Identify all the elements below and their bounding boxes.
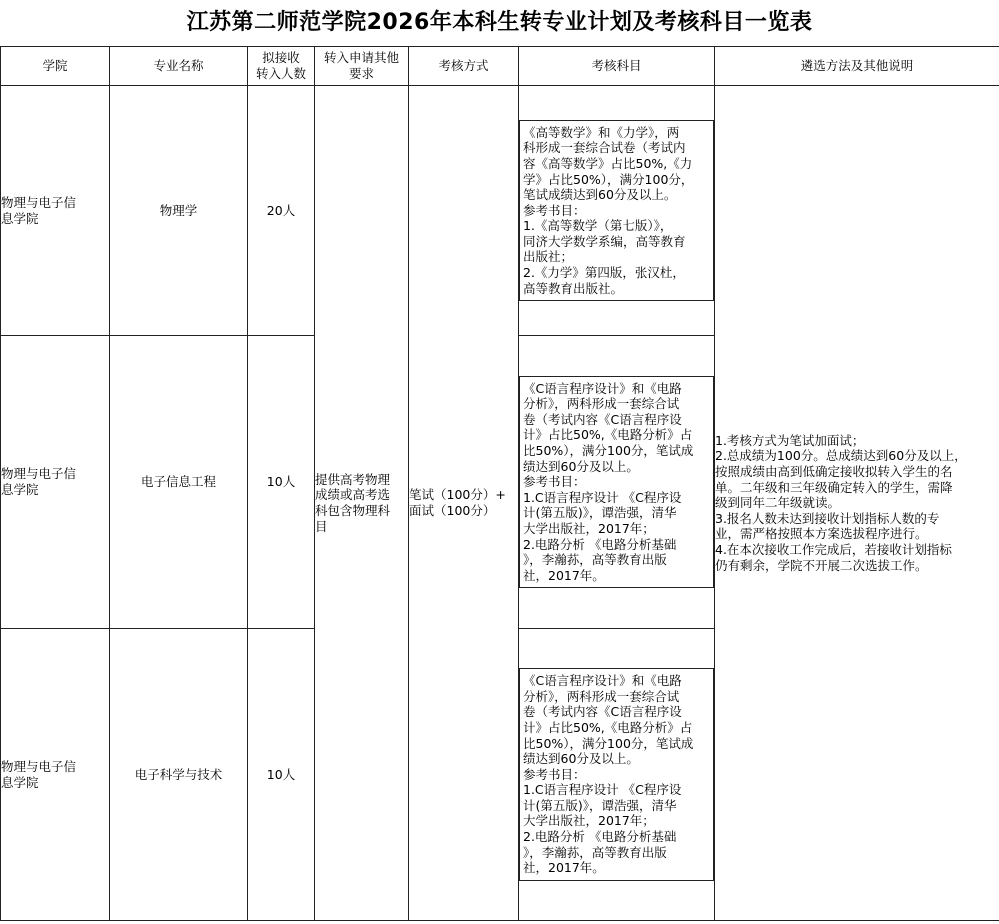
header-subjects: 考核科目 <box>519 47 715 86</box>
notes-cell: 1.考核方式为笔试加面试； 2.总成绩为100分。总成绩达到60分及以上， 按照成绩由高到低确定接收拟转入学生的名 单。二年级和三年级确定转入的学生，需降 级到同年二年级就读。 3.报名人数未达到接收计划指标人数的专 业，需严格按照本方案选拔程序进行。 4.在本次接收工作完成后，若接收计划指标 仍有剩余，学院不开展二次选拔工作。 <box>715 86 999 921</box>
college-cell: 物理与电子信 息学院 <box>1 629 110 921</box>
quota-cell: 10人 <box>248 336 315 629</box>
header-notes: 遴选方法及其他说明 <box>715 47 999 86</box>
subjects-text: 《C语言程序设计》和《电路 分析》，两科形成一套综合试 卷（考试内容《C语言程序设 计》占比50%,《电路分析》占 比50%），满分100分，笔试成 绩达到60分及以上。 参考书目： 1.C语言程序设计 《C程序设 计(第五版)》，谭浩强，清华 大学出版社，2017年； 2.电路分析 《电路分析基础 》，李瀚荪，高等教育出版 社，2017年。 <box>519 376 714 589</box>
major-cell: 电子信息工程 <box>110 336 248 629</box>
page-title: 江苏第二师范学院2026年本科生转专业计划及考核科目一览表 <box>186 10 813 35</box>
table-row <box>1 86 999 336</box>
quota-cell: 10人 <box>248 629 315 921</box>
header-method: 考核方式 <box>409 47 519 86</box>
subjects-cell <box>519 629 715 921</box>
quota-cell: 20人 <box>248 86 315 336</box>
college-cell: 物理与电子信 息学院 <box>1 336 110 629</box>
major-cell: 电子科学与技术 <box>110 629 248 921</box>
college-cell: 物理与电子信 息学院 <box>1 86 110 336</box>
subjects-cell <box>519 336 715 629</box>
header-college: 学院 <box>1 47 110 86</box>
header-quota: 拟接收 转入人数 <box>248 47 315 86</box>
header-major: 专业名称 <box>110 47 248 86</box>
method-cell: 笔试（100分）+ 面试（100分） <box>409 86 519 921</box>
subjects-text: 《C语言程序设计》和《电路 分析》，两科形成一套综合试 卷（考试内容《C语言程序设 计》占比50%,《电路分析》占 比50%），满分100分，笔试成 绩达到60分及以上。 参考书目： 1.C语言程序设计 《C程序设 计(第五版)》，谭浩强，清华 大学出版社，2017年； 2.电路分析 《电路分析基础 》，李瀚荪，高等教育出版 社，2017年。 <box>519 668 714 881</box>
subjects-text: 《高等数学》和《力学》，两 科形成一套综合试卷（考试内 容《高等数学》占比50%,《力 学》占比50%），满分100分， 笔试成绩达到60分及以上。 参考书目： 1.《高等数学（第七版）》， 同济大学数学系编，高等教育 出版社； 2.《力学》第四版，张汉杜， 高等教育出版社。 <box>519 120 714 302</box>
major-cell: 物理学 <box>110 86 248 336</box>
subjects-cell <box>519 86 715 336</box>
header-requirements: 转入申请其他 要求 <box>315 47 409 86</box>
transfer-plan-table <box>0 46 999 921</box>
requirements-cell: 提供高考物理 成绩或高考选 科包含物理科 目 <box>315 86 409 921</box>
header-row <box>1 47 999 86</box>
